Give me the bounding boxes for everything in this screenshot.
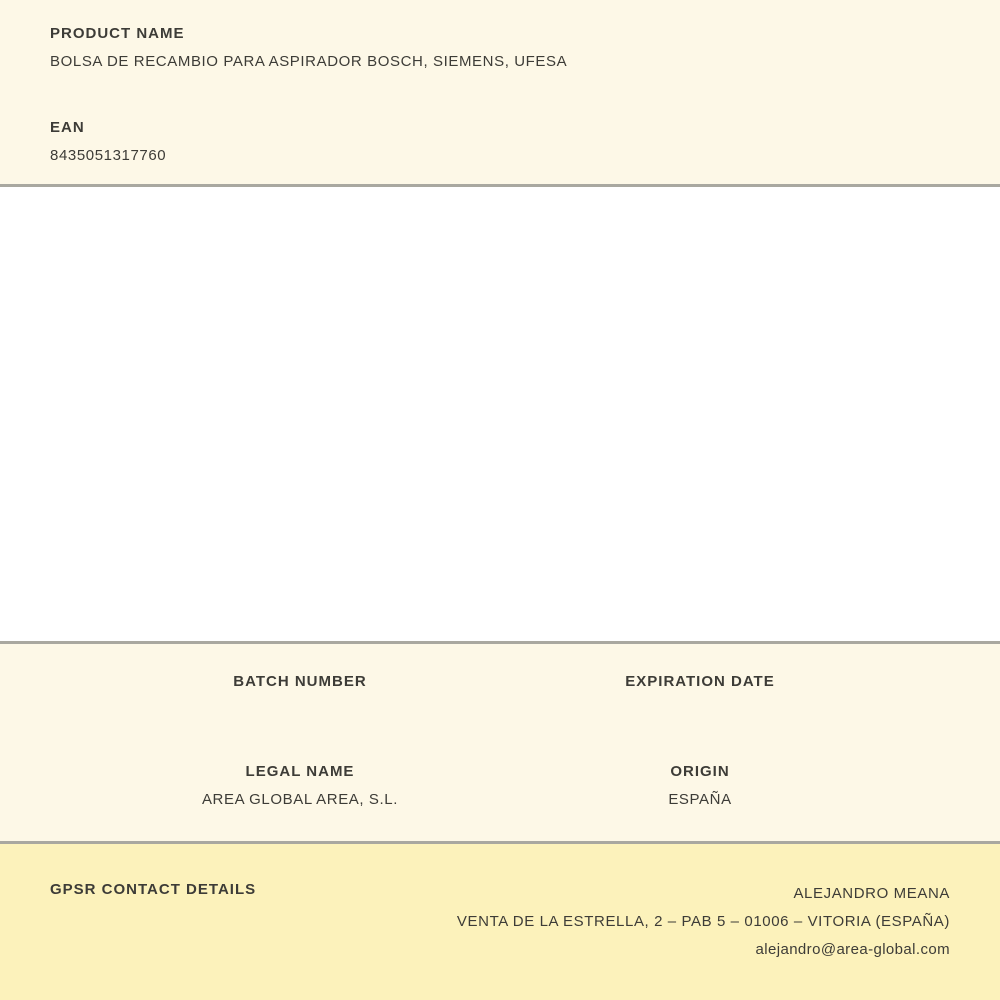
origin-value: ESPAÑA — [668, 791, 732, 808]
gpsr-contact-section — [0, 844, 1000, 1000]
product-name-value: BOLSA DE RECAMBIO PARA ASPIRADOR BOSCH, SIEMENS, UFESA — [50, 53, 568, 70]
product-details-section — [0, 644, 1000, 841]
legal-name-value: AREA GLOBAL AREA, S.L. — [201, 791, 399, 808]
expiration-date-label: EXPIRATION DATE — [625, 673, 775, 690]
origin-label: ORIGIN — [670, 763, 730, 780]
legal-origin-row — [100, 762, 900, 810]
gpsr-contact-name: ALEJANDRO MEANA — [793, 885, 950, 902]
expiration-date-field — [500, 672, 900, 692]
batch-number-field — [100, 672, 500, 692]
batch-expiration-row — [100, 672, 900, 692]
gpsr-contact-title: GPSR CONTACT DETAILS — [50, 881, 257, 898]
origin-field — [500, 762, 900, 810]
product-image-area — [0, 187, 1000, 641]
legal-name-field — [100, 762, 500, 810]
batch-number-label: BATCH NUMBER — [233, 673, 367, 690]
gpsr-contact-block — [457, 880, 950, 964]
product-header-section — [0, 0, 1000, 184]
product-name-field — [50, 24, 950, 72]
legal-name-label: LEGAL NAME — [245, 763, 355, 780]
ean-label: EAN — [50, 119, 85, 136]
gpsr-contact-email: alejandro@area-global.com — [755, 941, 950, 958]
ean-value: 8435051317760 — [50, 147, 167, 164]
gpsr-contact-address: VENTA DE LA ESTRELLA, 2 – PAB 5 – 01006 – VITORIA (ESPAÑA) — [456, 913, 950, 930]
ean-field — [50, 118, 950, 166]
product-name-label: PRODUCT NAME — [50, 25, 185, 42]
